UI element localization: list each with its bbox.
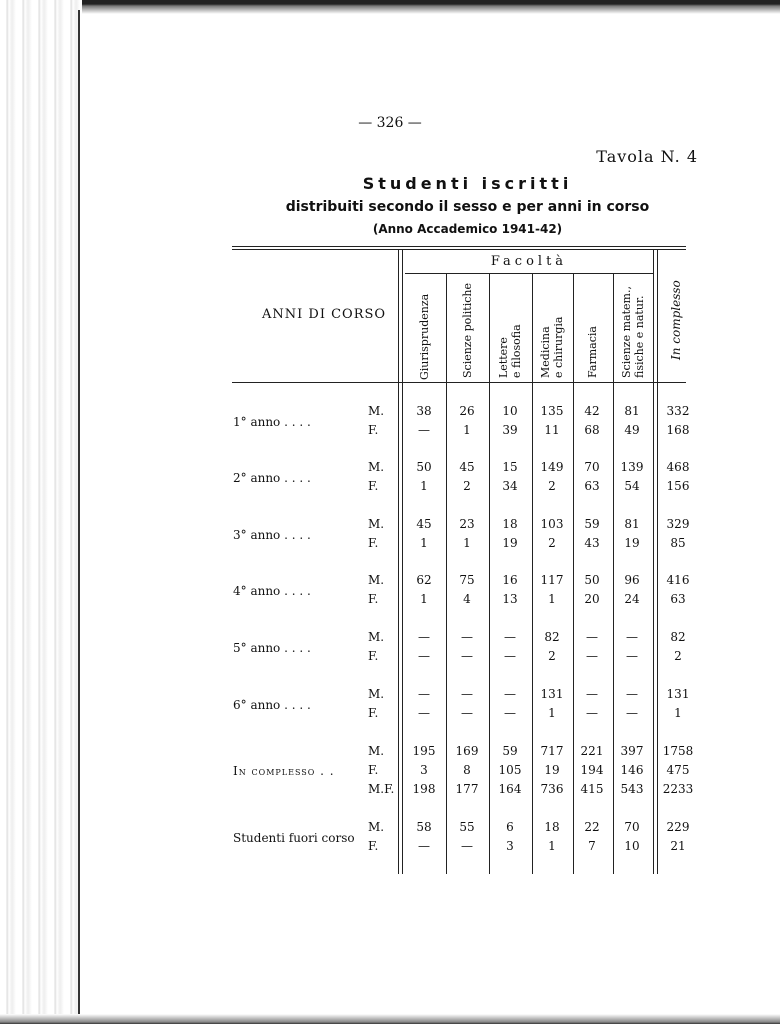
table-cell: 8 — [463, 763, 471, 777]
table-cell: 19 — [624, 536, 640, 550]
table-cell: 332 — [666, 404, 690, 418]
table-cell: 2 — [674, 649, 682, 663]
sex-label: M. — [368, 460, 385, 474]
table-cell: — — [461, 630, 473, 644]
table-cell: 21 — [670, 839, 686, 853]
col-head-farmacia: Farmacia — [586, 326, 599, 378]
table-cell: 416 — [666, 573, 690, 587]
table-cell: 103 — [540, 517, 564, 531]
table-cell: 70 — [624, 820, 640, 834]
table-cell: 139 — [620, 460, 644, 474]
table-cell: — — [626, 630, 638, 644]
table-cell: 229 — [666, 820, 690, 834]
scan-left-edge — [0, 0, 82, 1024]
table-cell: 1 — [548, 706, 556, 720]
table-cell: — — [586, 687, 598, 701]
table-cell: 63 — [584, 479, 600, 493]
table-cell: 22 — [584, 820, 600, 834]
table-cell: 6 — [506, 820, 514, 834]
table-cell: 221 — [580, 744, 604, 758]
page-subtitle: distribuiti secondo il sesso e per anni in corso — [285, 199, 650, 215]
table-cell: 543 — [620, 782, 644, 796]
sex-label: M. — [368, 404, 385, 418]
table-cell: — — [626, 649, 638, 663]
table-cell: 19 — [544, 763, 560, 777]
table-cell: 20 — [584, 592, 600, 606]
table-cell: 1 — [420, 592, 428, 606]
sex-label: F. — [368, 649, 379, 663]
table-cell: 70 — [584, 460, 600, 474]
anni-di-corso-header: ANNI DI CORSO — [262, 307, 387, 322]
table-cell: — — [418, 630, 430, 644]
page-title: Studenti iscritti — [362, 174, 573, 193]
table-cell: 2 — [463, 479, 471, 493]
sex-label: F. — [368, 592, 379, 606]
sex-label: M.F. — [368, 782, 395, 796]
table-cell: 195 — [412, 744, 436, 758]
table-cell: 2 — [548, 649, 556, 663]
table-cell: 1 — [463, 423, 471, 437]
col-head-scienze-matem: Scienze matem., fisiche e natur. — [620, 286, 646, 378]
facolta-header: Facoltà — [490, 254, 568, 269]
col-head-in-complesso: In complesso — [669, 280, 683, 360]
table-cell: 7 — [588, 839, 596, 853]
col-divider — [402, 249, 403, 874]
table-cell: 194 — [580, 763, 604, 777]
table-cell: — — [626, 706, 638, 720]
academic-year: (Anno Accademico 1941-42) — [372, 222, 563, 236]
table-cell: 19 — [502, 536, 518, 550]
row-group-label: 1° anno . . . . — [233, 414, 311, 429]
header-bottom-rule — [232, 382, 686, 383]
row-group-label: 4° anno . . . . — [233, 583, 311, 598]
table-cell: 2233 — [662, 782, 694, 796]
col-divider — [398, 249, 399, 874]
sex-label: M. — [368, 687, 385, 701]
sex-label: F. — [368, 423, 379, 437]
table-cell: 168 — [666, 423, 690, 437]
sex-label: M. — [368, 820, 385, 834]
table-cell: 42 — [584, 404, 600, 418]
col-head-giurisprudenza: Giurisprudenza — [418, 293, 431, 380]
table-cell: 1 — [463, 536, 471, 550]
table-cell: 81 — [624, 404, 640, 418]
table-cell: 49 — [624, 423, 640, 437]
table-cell: 50 — [416, 460, 432, 474]
sex-label: F. — [368, 706, 379, 720]
table-cell: 2 — [548, 479, 556, 493]
table-cell: 397 — [620, 744, 644, 758]
table-cell: 10 — [624, 839, 640, 853]
row-group-label: 3° anno . . . . — [233, 527, 311, 542]
table-cell: — — [504, 687, 516, 701]
table-cell: 415 — [580, 782, 604, 796]
table-cell: 1 — [420, 536, 428, 550]
table-cell: 50 — [584, 573, 600, 587]
table-cell: 54 — [624, 479, 640, 493]
table-cell: 58 — [416, 820, 432, 834]
scan-bottom-edge — [0, 1014, 780, 1024]
sex-label: F. — [368, 839, 379, 853]
table-cell: — — [461, 839, 473, 853]
table-cell: 146 — [620, 763, 644, 777]
sex-label: M. — [368, 573, 385, 587]
table-cell: 39 — [502, 423, 518, 437]
sex-label: M. — [368, 517, 385, 531]
table-cell: 62 — [416, 573, 432, 587]
table-cell: 75 — [459, 573, 475, 587]
table-cell: 55 — [459, 820, 475, 834]
table-cell: — — [626, 687, 638, 701]
table-cell: 45 — [416, 517, 432, 531]
table-cell: — — [586, 706, 598, 720]
table-cell: 23 — [459, 517, 475, 531]
table-cell: 468 — [666, 460, 690, 474]
table-cell: 1 — [420, 479, 428, 493]
col-divider — [657, 249, 658, 874]
row-group-label: 2° anno . . . . — [233, 470, 311, 485]
table-cell: 2 — [548, 536, 556, 550]
row-group-label: Studenti fuori corso — [233, 830, 355, 845]
table-cell: 13 — [502, 592, 518, 606]
table-cell: 34 — [502, 479, 518, 493]
table-cell: 4 — [463, 592, 471, 606]
table-cell: 717 — [540, 744, 564, 758]
table-cell: 26 — [459, 404, 475, 418]
table-cell: 63 — [670, 592, 686, 606]
table-cell: 149 — [540, 460, 564, 474]
table-cell: — — [504, 630, 516, 644]
col-head-medicina: Medicina e chirurgia — [539, 316, 565, 378]
table-cell: 68 — [584, 423, 600, 437]
table-cell: 156 — [666, 479, 690, 493]
table-cell: — — [418, 706, 430, 720]
table-cell: 329 — [666, 517, 690, 531]
table-cell: 1 — [548, 592, 556, 606]
table-cell: 1758 — [662, 744, 694, 758]
col-divider — [653, 249, 654, 874]
table-cell: 24 — [624, 592, 640, 606]
table-cell: 131 — [540, 687, 564, 701]
col-head-scienze-politiche: Scienze politiche — [461, 282, 474, 378]
col-head-lettere: Lettere e filosofia — [497, 324, 523, 378]
table-cell: 11 — [544, 423, 560, 437]
table-cell: 1 — [548, 839, 556, 853]
table-cell: 82 — [670, 630, 686, 644]
table-cell: 59 — [584, 517, 600, 531]
table-cell: 81 — [624, 517, 640, 531]
table-cell: — — [418, 649, 430, 663]
table-cell: 59 — [502, 744, 518, 758]
table-cell: 131 — [666, 687, 690, 701]
page-number: — 326 — — [358, 115, 422, 131]
table-cell: 85 — [670, 536, 686, 550]
table-cell: 135 — [540, 404, 564, 418]
sex-label: F. — [368, 479, 379, 493]
table-cell: 164 — [498, 782, 522, 796]
table-cell: 475 — [666, 763, 690, 777]
table-cell: 3 — [506, 839, 514, 853]
table-cell: 43 — [584, 536, 600, 550]
table-cell: 15 — [502, 460, 518, 474]
scan-top-edge — [80, 0, 780, 14]
table-cell: 736 — [540, 782, 564, 796]
table-cell: 82 — [544, 630, 560, 644]
table-cell: 10 — [502, 404, 518, 418]
table-cell: — — [504, 649, 516, 663]
table-cell: — — [418, 687, 430, 701]
facolta-rule — [405, 273, 653, 274]
sex-label: F. — [368, 763, 379, 777]
row-group-label: In complesso . . — [233, 764, 335, 778]
sex-label: M. — [368, 630, 385, 644]
table-cell: — — [461, 706, 473, 720]
table-cell: — — [418, 423, 430, 437]
table-cell: — — [586, 649, 598, 663]
table-cell: — — [418, 839, 430, 853]
table-top-rule — [232, 246, 686, 247]
table-cell: 105 — [498, 763, 522, 777]
table-cell: 96 — [624, 573, 640, 587]
table-cell: — — [461, 687, 473, 701]
table-cell: 198 — [412, 782, 436, 796]
table-cell: — — [586, 630, 598, 644]
sex-label: M. — [368, 744, 385, 758]
table-cell: 38 — [416, 404, 432, 418]
table-cell: — — [504, 706, 516, 720]
table-cell: 3 — [420, 763, 428, 777]
table-cell: 1 — [674, 706, 682, 720]
table-cell: 16 — [502, 573, 518, 587]
table-number: Tavola N. 4 — [596, 147, 698, 166]
table-cell: 177 — [455, 782, 479, 796]
table-cell: 18 — [502, 517, 518, 531]
table-cell: 18 — [544, 820, 560, 834]
row-group-label: 5° anno . . . . — [233, 640, 311, 655]
table-cell: — — [461, 649, 473, 663]
table-cell: 169 — [455, 744, 479, 758]
table-cell: 45 — [459, 460, 475, 474]
table-cell: 117 — [540, 573, 564, 587]
sex-label: F. — [368, 536, 379, 550]
row-group-label: 6° anno . . . . — [233, 697, 311, 712]
table-top-rule-2 — [232, 249, 686, 250]
